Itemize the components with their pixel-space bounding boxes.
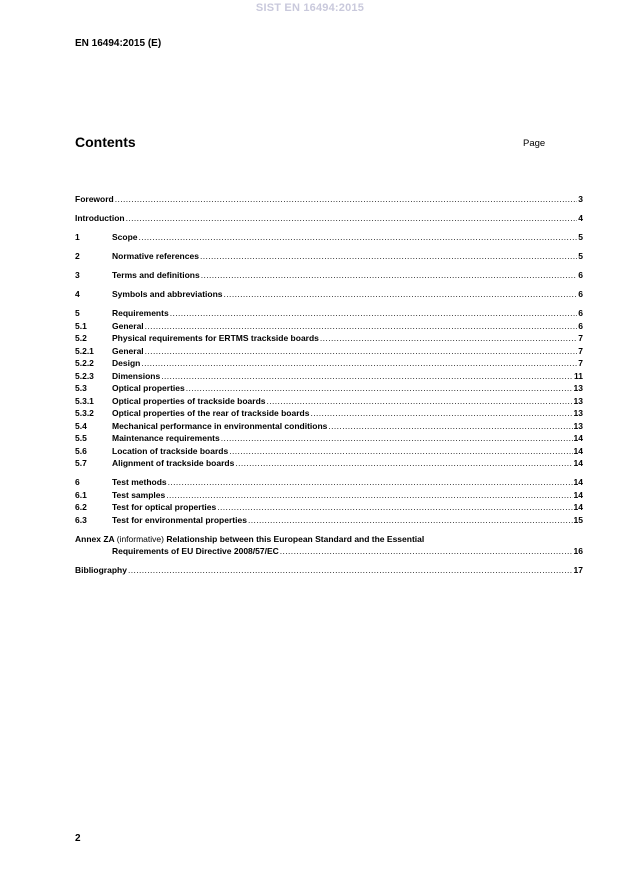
toc-entry-number: 5.1 [75, 320, 87, 331]
toc-entry-page: 15 [573, 514, 583, 525]
table-of-contents [75, 193, 583, 577]
leader-dots [161, 370, 573, 383]
page-column-label: Page [523, 138, 546, 149]
toc-entry-title: Scope [112, 232, 138, 242]
leader-dots [128, 564, 573, 577]
toc-entry-title: Test methods [112, 477, 167, 487]
contents-heading: Contents [75, 134, 136, 150]
toc-entry-page: 3 [578, 194, 583, 204]
toc-entry-page: 14 [573, 433, 583, 443]
toc-entry-5-2-2[interactable] [75, 357, 583, 370]
leader-dots [320, 332, 577, 345]
toc-entry-test-methods[interactable] [75, 476, 583, 489]
leader-dots [168, 476, 573, 489]
toc-entry-title: Introduction [75, 213, 125, 223]
toc-entry-number: 2 [75, 251, 80, 261]
toc-entry-number: 5.5 [75, 433, 87, 443]
leader-dots [217, 501, 572, 514]
toc-entry-page: 6 [578, 320, 583, 331]
toc-entry-number: 6 [75, 477, 80, 487]
toc-entry-page: 7 [578, 333, 583, 343]
toc-entry-5-6[interactable] [75, 445, 583, 458]
toc-entry-page: 6 [578, 270, 583, 280]
toc-entry-6-2[interactable] [75, 501, 583, 514]
toc-entry-5-3-2[interactable] [75, 407, 583, 420]
toc-entry-title: Optical properties of trackside boards [112, 395, 266, 406]
leader-dots [186, 382, 573, 395]
toc-entry-page: 17 [573, 565, 583, 575]
toc-entry-page: 13 [573, 383, 583, 393]
toc-entry-number: 5.3 [75, 383, 87, 393]
leader-dots [280, 545, 573, 558]
toc-entry-page: 13 [573, 408, 583, 418]
toc-entry-number: 1 [75, 232, 80, 242]
toc-entry-5-5[interactable] [75, 432, 583, 445]
toc-entry-page: 6 [578, 308, 583, 318]
toc-entry-terms-and-definitions[interactable] [75, 269, 583, 282]
toc-entry-number: 6.1 [75, 489, 87, 500]
toc-entry-title: Dimensions [112, 370, 161, 381]
leader-dots [224, 288, 578, 301]
leader-dots [141, 357, 577, 370]
toc-entry-annex-za[interactable] [75, 533, 583, 558]
toc-entry-title: Bibliography [75, 565, 127, 575]
toc-entry-number: 5.3.2 [75, 408, 94, 418]
leader-dots [145, 320, 578, 333]
toc-entry-number: 3 [75, 270, 80, 280]
leader-dots [229, 445, 572, 458]
toc-entry-number: 5.7 [75, 458, 87, 468]
toc-entry-title: Physical requirements for ERTMS trackside boards [112, 333, 319, 343]
toc-entry-symbols-and-abbreviations[interactable] [75, 288, 583, 301]
toc-entry-title: Test for environmental properties [112, 514, 247, 525]
toc-entry-foreword[interactable] [75, 193, 583, 206]
page-number: 2 [75, 833, 81, 844]
leader-dots [248, 514, 573, 527]
toc-entry-title: Design [112, 358, 141, 368]
toc-entry-number: 6.2 [75, 502, 87, 512]
toc-entry-title: Location of trackside boards [112, 445, 229, 456]
document-id: EN 16494:2015 (E) [75, 38, 162, 49]
toc-entry-page: 13 [573, 420, 583, 431]
toc-entry-page: 16 [573, 546, 583, 556]
toc-entry-5-1[interactable] [75, 320, 583, 333]
toc-entry-page: 5 [578, 232, 583, 242]
toc-entry-page: 13 [573, 395, 583, 406]
toc-entry-5-7[interactable] [75, 457, 583, 470]
toc-entry-title: Alignment of trackside boards [112, 458, 235, 468]
toc-entry-page: 7 [578, 345, 583, 356]
toc-entry-6-3[interactable] [75, 514, 583, 527]
leader-dots [235, 457, 572, 470]
toc-entry-page: 6 [578, 289, 583, 299]
leader-dots [126, 212, 578, 225]
toc-entry-page: 14 [573, 502, 583, 512]
toc-entry-requirements[interactable] [75, 307, 583, 320]
toc-entry-number: 5.3.1 [75, 395, 94, 406]
toc-entry-title: Foreword [75, 194, 114, 204]
toc-entry-title: Symbols and abbreviations [112, 289, 223, 299]
toc-entry-page: 5 [578, 251, 583, 261]
leader-dots [221, 432, 573, 445]
toc-entry-title: Optical properties of the rear of trackside boards [112, 408, 310, 418]
toc-entry-number: 4 [75, 289, 80, 299]
toc-entry-number: 5.4 [75, 420, 87, 431]
watermark: SIST EN 16494:2015 [255, 2, 365, 14]
toc-entry-page: 4 [578, 213, 583, 223]
toc-entry-page: 7 [578, 358, 583, 368]
toc-entry-title: General [112, 345, 144, 356]
toc-entry-page: 11 [574, 370, 583, 381]
toc-entry-title: General [112, 320, 144, 331]
toc-entry-5-2-1[interactable] [75, 345, 583, 358]
toc-entry-number: 6.3 [75, 514, 87, 525]
leader-dots [145, 345, 578, 358]
annex-title-line-1 [75, 533, 583, 546]
toc-entry-number: 5.2.1 [75, 345, 94, 356]
toc-entry-title: Optical properties [112, 383, 185, 393]
toc-entry-number: 5.6 [75, 445, 87, 456]
toc-entry-5-4[interactable] [75, 420, 583, 433]
leader-dots [310, 407, 572, 420]
toc-entry-page: 14 [573, 445, 583, 456]
leader-dots [328, 420, 572, 433]
toc-entry-5-3[interactable] [75, 382, 583, 395]
toc-entry-title: Terms and definitions [112, 270, 200, 280]
toc-entry-page: 14 [573, 458, 583, 468]
annex-qualifier: (informative) [116, 533, 164, 544]
annex-title-line-2 [75, 545, 583, 558]
toc-entry-5-2[interactable] [75, 332, 583, 345]
toc-entry-number: 5.2.2 [75, 358, 94, 368]
toc-entry-title: Mechanical performance in environmental conditions [112, 420, 328, 431]
toc-entry-number: 5 [75, 308, 80, 318]
toc-entry-5-2-3[interactable] [75, 370, 583, 383]
toc-entry-page: 14 [573, 489, 583, 500]
leader-dots [201, 269, 578, 282]
toc-entry-title: Test samples [112, 489, 166, 500]
toc-entry-title: Maintenance requirements [112, 433, 220, 443]
leader-dots [115, 193, 578, 206]
leader-dots [200, 250, 577, 263]
toc-entry-number: 5.2 [75, 333, 87, 343]
annex-title-second: Requirements of EU Directive 2008/57/EC [112, 546, 279, 556]
toc-entry-title: Test for optical properties [112, 502, 217, 512]
toc-entry-normative-references[interactable] [75, 250, 583, 263]
annex-label: Annex ZA [75, 533, 115, 544]
leader-dots [267, 395, 573, 408]
toc-entry-title: Requirements [112, 308, 169, 318]
toc-entry-introduction[interactable] [75, 212, 583, 225]
leader-dots [139, 231, 578, 244]
toc-entry-5-3-1[interactable] [75, 395, 583, 408]
leader-dots [166, 489, 572, 502]
toc-entry-page: 14 [573, 477, 583, 487]
leader-dots [170, 307, 578, 320]
toc-entry-6-1[interactable] [75, 489, 583, 502]
toc-entry-number: 5.2.3 [75, 370, 94, 381]
toc-entry-title: Normative references [112, 251, 199, 261]
annex-title-first: Relationship between this European Standard and the Essential [166, 533, 425, 544]
toc-entry-scope[interactable] [75, 231, 583, 244]
toc-entry-bibliography[interactable] [75, 564, 583, 577]
